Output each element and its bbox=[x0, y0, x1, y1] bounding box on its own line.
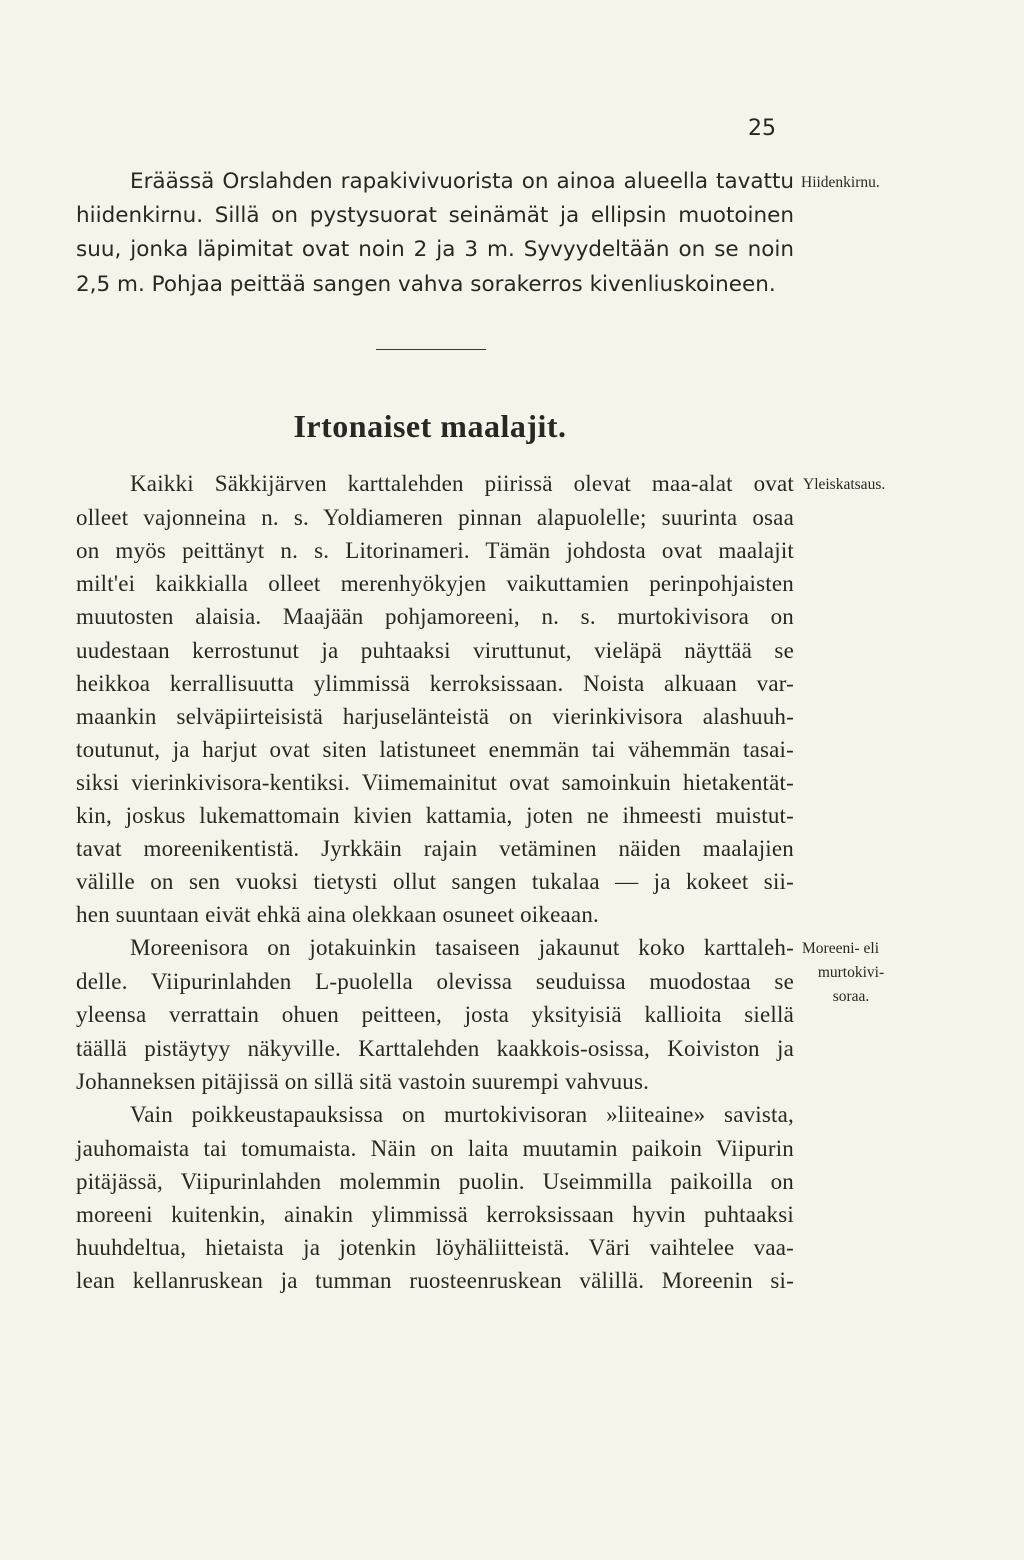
text-line: jauhomaista tai tomumaista. Näin on laita muutamin paikoin Viipurin bbox=[76, 1136, 794, 1161]
text-line: moreeni kuitenkin, ainakin ylimmissä kerroksissaan hyvin puhtaaksi bbox=[76, 1202, 794, 1227]
text-line: uudestaan kerrostunut ja puhtaaksi viruttunut, vieläpä näyttää se bbox=[76, 638, 794, 663]
text-line: hiidenkirnu. Sillä on pystysuorat seinämät ja ellipsin muotoinen bbox=[76, 203, 794, 228]
text-line: siksi vierinkivisora-kentiksi. Viimemainitut ovat samoinkuin hietakentät- bbox=[76, 770, 794, 795]
text-line: Kaikki Säkkijärven karttalehden piirissä olevat maa-alat ovat bbox=[130, 471, 794, 496]
text-line: kin, joskus lukemattomain kivien kattamia, joten ne ihmeesti muistut- bbox=[76, 803, 794, 828]
margin-note-yleiskatsaus: Yleiskatsaus. bbox=[803, 476, 886, 493]
text-line: Vain poikkeustapauksissa on murtokivisoran »liiteaine» savista, bbox=[130, 1102, 794, 1127]
text-line: huuhdeltua, hietaista ja jotenkin löyhäliitteistä. Väri vaihtelee vaa- bbox=[76, 1235, 794, 1260]
text-line: pitäjässä, Viipurinlahden molemmin puolin. Useimmilla paikoilla on bbox=[76, 1169, 794, 1194]
text-line: tavat moreenikentistä. Jyrkkäin rajain vetäminen näiden maalajien bbox=[76, 836, 794, 861]
text-line: 2,5 m. Pohjaa peittää sangen vahva sorakerros kivenliuskoineen. bbox=[76, 272, 776, 297]
text-line: toutunut, ja harjut ovat siten latistuneet enemmän tai vähemmän tasai- bbox=[76, 737, 794, 762]
margin-note-line: murtokivi- bbox=[817, 964, 885, 981]
section-divider bbox=[376, 349, 486, 350]
text-line: olleet vajonneina n. s. Yoldiameren pinnan alapuolelle; suurinta osaa bbox=[76, 505, 794, 530]
text-line: muutosten alaisia. Maajään pohjamoreeni, n. s. murtokivisora on bbox=[76, 604, 794, 629]
text-line: välille on sen vuoksi tietysti ollut sangen tukalaa — ja kokeet sii- bbox=[76, 869, 794, 894]
text-line: yleensa verrattain ohuen peitteen, josta yksityisiä kallioita siellä bbox=[76, 1002, 794, 1027]
margin-note-line: Moreeni- eli bbox=[802, 940, 880, 957]
margin-note-line: soraa. bbox=[832, 988, 870, 1005]
text-line: heikkoa kerrallisuutta ylimmissä kerroksissaan. Noista alkuaan var- bbox=[76, 671, 794, 696]
text-line: hen suuntaan eivät ehkä aina olekkaan osuneet oikeaan. bbox=[76, 902, 599, 927]
text-line: lean kellanruskean ja tumman ruosteenruskean välillä. Moreenin si- bbox=[76, 1268, 794, 1293]
text-line: suu, jonka läpimitat ovat noin 2 ja 3 m. Syvyydeltään on se noin bbox=[76, 237, 794, 262]
text-line: Eräässä Orslahden rapakivivuorista on ainoa alueella tavattu bbox=[130, 169, 794, 194]
text-line: maankin selväpiirteisistä harjuselänteistä on vierinkivisora alashuuh- bbox=[76, 704, 794, 729]
text-line: täällä pistäytyy näkyville. Karttalehden kaakkois-osissa, Koiviston ja bbox=[76, 1036, 794, 1061]
page-number: 25 bbox=[748, 116, 776, 141]
text-line: Johanneksen pitäjissä on sillä sitä vastoin suurempi vahvuus. bbox=[76, 1069, 650, 1094]
text-line: delle. Viipurinlahden L-puolella olevissa seuduissa muodostaa se bbox=[76, 969, 794, 994]
text-line: milt'ei kaikkialla olleet merenhyökyjen vaikuttamien perinpohjaisten bbox=[76, 571, 794, 596]
text-line: Moreenisora on jotakuinkin tasaiseen jakaunut koko karttaleh- bbox=[130, 935, 794, 960]
section-heading: Irtonaiset maalajit. bbox=[293, 408, 567, 444]
text-line: on myös peittänyt n. s. Litorinameri. Tämän johdosta ovat maalajit bbox=[76, 538, 794, 563]
margin-note-hiidenkirnu: Hiidenkirnu. bbox=[801, 174, 880, 191]
